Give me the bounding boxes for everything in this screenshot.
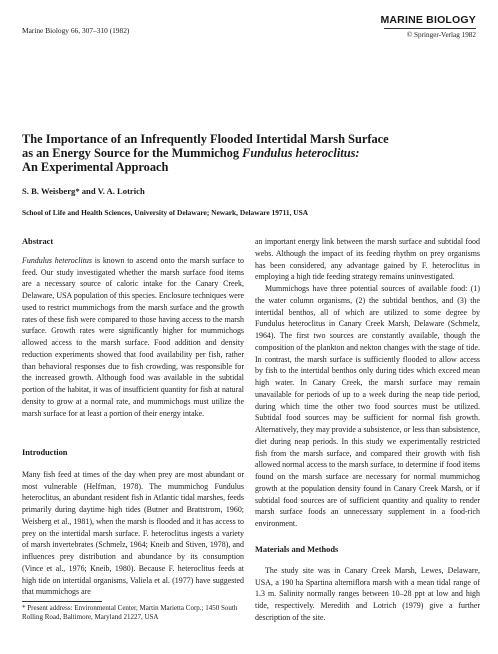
methods-section	[255, 544, 480, 624]
abstract-text	[22, 255, 244, 420]
title-line-2-text: as an Energy Source for the Mummichog	[22, 146, 243, 161]
title-line-2	[22, 146, 482, 160]
methods-text: The study site was in Canary Creek Marsh, Lewes, Delaware, USA, a 190 ha Spartina alterniflora marsh with a mean tidal range of 1.3 m. Salinity normally ranges between 10–28 ppt at low and high tide, respectively. Meredith and Lotrich (1979) give a further description of the site.	[255, 565, 480, 622]
abstract-body: is known to ascend onto the marsh surface to feed. Our study investigated whether the marsh surface food items are a necessary source of caloric intake for the Canary Creek, Delaware, USA population of this species. Enclosure techniques were used to restrict mummichogs from the marsh surface and the growth rates of these fish were compared to those having access to the marsh surface. Growth rates were significantly higher for mummichogs allowed access to the marsh surface. Food addition and density reduction experiments showed that food availability per fish, rather than behavioral responses due to fish crowding, was responsible for the increased growth. Although food was available in the subtidal portion of the habitat, it was of insufficient quantity for fish at natural density to grow at a normal rate, and mummichogs must utilize the marsh surface for at least a portion of their energy intake.	[22, 255, 244, 418]
copyright-line: © Springer-Verlag 1982	[406, 31, 476, 39]
right-column	[255, 236, 480, 530]
right-para-2: Mummichogs have three potential sources of available food: (1) the water column organisms, (2) the subtidal benthos, and (3) the intertidal benthos, all of which are utilized to some degree by Fundulus heteroclitus in Canary Creek Marsh, Delaware (Schmelz, 1964). The first two sources are constantly available, though the composition of the plankton and nekton changes with the stage of tide. In contrast, the marsh surface is sufficiently flooded to allow access by fish to the intertidal benthos only during tides which exceed mean high water. In Canary Creek, the marsh surface may remain unavailable for periods of up to a week during the neap tide period, during which time the other two food sources must be utilized. Subtidal food sources may be sufficient for normal fish growth. Alternatively, they may provide a subsistence, or less than subsistence, diet during neap periods. In this study we experimentally restricted fish from the marsh surface, and compared their growth with fish allowed normal access to the marsh surface, to determine if food items found on the marsh surface are necessary for normal mummichog growth at the population density found in Canary Creek Marsh, or if subtidal food sources are of sufficient quantity and quality to render marsh surface foods an unnecessary supplement in a food-rich environment.	[255, 284, 480, 528]
methods-heading: Materials and Methods	[255, 545, 339, 554]
abstract-heading: Abstract	[22, 237, 54, 246]
brand-divider	[384, 28, 476, 29]
title-line-1: The Importance of an Infrequently Flooded Intertidal Marsh Surface	[22, 132, 389, 146]
introduction-heading: Introduction	[22, 448, 68, 457]
authors: S. B. Weisberg* and V. A. Lotrich	[22, 186, 145, 196]
paper-title	[22, 132, 482, 175]
affiliation: School of Life and Health Sciences, University of Delaware; Newark, Delaware 19711, USA	[22, 208, 309, 217]
introduction-text: Many fish feed at times of the day when prey are most abundant or most vulnerable (Helfman, 1978). The mummichog Fundulus heteroclitus, an abundant resident fish in Atlantic tidal marshes, feeds primarily during daytime high tides (Butner and Brattstrom, 1960; Weisberg et al., 1981), when the marsh is flooded and it has access to prey on the intertidal marsh surface. F. heteroclitus ingests a variety of marsh invertebrates (Schmelz, 1964; Kneib and Stiven, 1978), and influences prey distribution and abundance by its consumption (Vince et al., 1976; Kneib, 1980). Because F. heteroclitus feeds at high tide on intertidal organisms, Valiela et al. (1977) have suggested that mummichogs are	[22, 469, 244, 597]
footnote: * Present address: Environmental Center, Martin Marietta Corp.; 1450 South Rolling Road, Baltimore, Maryland 21227, USA	[22, 604, 238, 621]
journal-brand-block	[380, 14, 476, 39]
abstract-species: Fundulus heteroclitus	[22, 255, 92, 265]
title-line-3: An Experimental Approach	[22, 160, 169, 175]
abstract-section	[22, 236, 244, 419]
footnote-divider	[22, 601, 102, 602]
journal-citation: Marine Biology 66, 307–310 (1982)	[22, 26, 130, 35]
introduction-section	[22, 447, 244, 598]
right-para-1: an important energy link between the marsh surface and subtidal food webs. Although the impact of its feeding rhythm on prey organisms has been considered, any advantage gained by F. heteroclitus in employing a high tide feeding strategy remains uninvestigated.	[255, 237, 480, 282]
title-species: Fundulus heteroclitus:	[242, 146, 360, 161]
journal-name: MARINE BIOLOGY	[380, 14, 476, 26]
